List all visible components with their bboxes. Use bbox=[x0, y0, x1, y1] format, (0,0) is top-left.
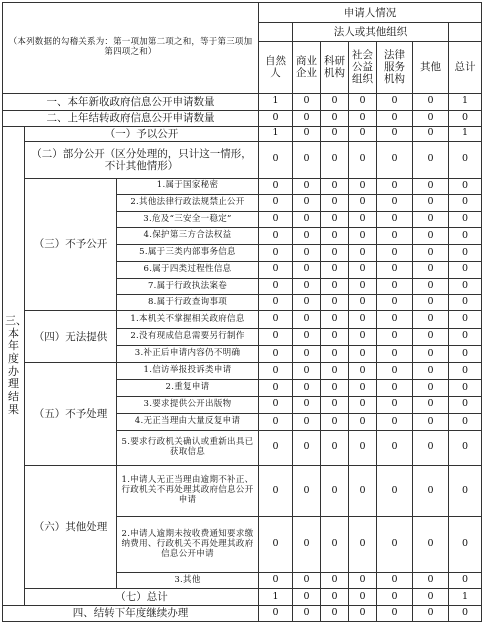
value-cell: 0 bbox=[293, 465, 321, 517]
value-cell: 0 bbox=[349, 278, 377, 294]
value-cell: 0 bbox=[349, 295, 377, 311]
value-cell: 0 bbox=[293, 94, 321, 110]
value-cell: 1 bbox=[259, 126, 293, 141]
value-cell: 0 bbox=[377, 141, 413, 178]
value-cell: 0 bbox=[449, 573, 482, 589]
value-cell: 0 bbox=[349, 141, 377, 178]
value-cell: 0 bbox=[321, 126, 349, 141]
value-cell: 0 bbox=[413, 228, 449, 245]
value-cell: 0 bbox=[449, 141, 482, 178]
application-stats-table bbox=[2, 2, 482, 622]
value-cell: 0 bbox=[349, 396, 377, 413]
value-cell: 0 bbox=[259, 228, 293, 245]
value-cell: 0 bbox=[293, 278, 321, 294]
header-blank bbox=[449, 23, 482, 41]
value-cell: 0 bbox=[321, 228, 349, 245]
value-cell: 0 bbox=[259, 396, 293, 413]
category-label-cat5: （五）不予处理 bbox=[25, 363, 117, 465]
value-cell: 0 bbox=[321, 396, 349, 413]
value-cell: 0 bbox=[293, 605, 321, 621]
value-cell: 0 bbox=[413, 126, 449, 141]
reason-label: 3.危及“三安全一稳定” bbox=[117, 211, 259, 227]
value-cell: 0 bbox=[377, 380, 413, 396]
value-cell: 0 bbox=[377, 211, 413, 227]
value-cell: 0 bbox=[321, 363, 349, 380]
value-cell: 0 bbox=[321, 573, 349, 589]
table-row bbox=[3, 465, 482, 517]
value-cell: 0 bbox=[449, 363, 482, 380]
value-cell: 0 bbox=[293, 413, 321, 430]
value-cell: 0 bbox=[293, 363, 321, 380]
reason-label: 4.无正当理由大量反复申请 bbox=[117, 413, 259, 430]
header-research: 科研机构 bbox=[321, 41, 349, 94]
value-cell: 0 bbox=[349, 261, 377, 278]
value-cell: 0 bbox=[413, 311, 449, 328]
reconciliation-note: （本列数据的勾稽关系为：第一项加第二项之和，等于第三项加第四项之和） bbox=[3, 3, 259, 94]
reason-label: 3.要求提供公开出版物 bbox=[117, 396, 259, 413]
value-cell: 0 bbox=[377, 465, 413, 517]
value-cell: 0 bbox=[413, 396, 449, 413]
value-cell: 0 bbox=[349, 328, 377, 345]
reason-label: 3.补正后申请内容仍不明确 bbox=[117, 345, 259, 362]
value-cell: 0 bbox=[449, 295, 482, 311]
value-cell: 0 bbox=[377, 194, 413, 211]
value-cell: 1 bbox=[449, 94, 482, 110]
value-cell: 0 bbox=[377, 605, 413, 621]
value-cell: 0 bbox=[413, 517, 449, 573]
value-cell: 0 bbox=[321, 605, 349, 621]
value-cell: 0 bbox=[377, 517, 413, 573]
value-cell: 0 bbox=[449, 328, 482, 345]
value-cell: 0 bbox=[349, 311, 377, 328]
value-cell: 0 bbox=[293, 345, 321, 362]
value-cell: 0 bbox=[293, 110, 321, 126]
value-cell: 0 bbox=[349, 605, 377, 621]
value-cell: 0 bbox=[449, 311, 482, 328]
value-cell: 0 bbox=[259, 605, 293, 621]
value-cell: 0 bbox=[413, 261, 449, 278]
value-cell: 0 bbox=[259, 141, 293, 178]
value-cell: 0 bbox=[293, 431, 321, 466]
value-cell: 0 bbox=[293, 589, 321, 605]
value-cell: 0 bbox=[413, 94, 449, 110]
reason-label: 4.保护第三方合法权益 bbox=[117, 228, 259, 245]
value-cell: 0 bbox=[259, 178, 293, 194]
value-cell: 0 bbox=[259, 431, 293, 466]
header-total: 总计 bbox=[449, 41, 482, 94]
value-cell: 0 bbox=[377, 413, 413, 430]
value-cell: 0 bbox=[413, 278, 449, 294]
header-other: 其他 bbox=[413, 41, 449, 94]
value-cell: 0 bbox=[349, 178, 377, 194]
value-cell: 0 bbox=[377, 245, 413, 261]
value-cell: 0 bbox=[377, 345, 413, 362]
value-cell: 0 bbox=[449, 380, 482, 396]
value-cell: 0 bbox=[321, 413, 349, 430]
value-cell: 0 bbox=[293, 396, 321, 413]
value-cell: 0 bbox=[321, 589, 349, 605]
value-cell: 0 bbox=[413, 178, 449, 194]
value-cell: 0 bbox=[293, 211, 321, 227]
value-cell: 0 bbox=[259, 311, 293, 328]
header-applicant: 申请人情况 bbox=[259, 3, 482, 23]
value-cell: 0 bbox=[293, 311, 321, 328]
reason-label: 6.属于四类过程性信息 bbox=[117, 261, 259, 278]
value-cell: 0 bbox=[293, 328, 321, 345]
value-cell: 0 bbox=[349, 345, 377, 362]
table-row bbox=[3, 110, 482, 126]
row-label-disclosed: （一）予以公开 bbox=[25, 126, 259, 141]
value-cell: 0 bbox=[321, 465, 349, 517]
value-cell: 0 bbox=[321, 380, 349, 396]
value-cell: 0 bbox=[449, 278, 482, 294]
value-cell: 0 bbox=[259, 517, 293, 573]
header-blank bbox=[259, 23, 293, 41]
value-cell: 0 bbox=[413, 110, 449, 126]
header-legal-service: 法律服务机构 bbox=[377, 41, 413, 94]
value-cell: 0 bbox=[293, 573, 321, 589]
value-cell: 0 bbox=[259, 261, 293, 278]
table-row bbox=[3, 94, 482, 110]
row-label-new-applications: 一、本年新收政府信息公开申请数量 bbox=[3, 94, 259, 110]
reason-label: 5.要求行政机关确认或重新出具已获取信息 bbox=[117, 431, 259, 466]
value-cell: 0 bbox=[377, 94, 413, 110]
value-cell: 0 bbox=[349, 589, 377, 605]
value-cell: 0 bbox=[413, 245, 449, 261]
value-cell: 0 bbox=[259, 328, 293, 345]
value-cell: 0 bbox=[259, 245, 293, 261]
table-row bbox=[3, 311, 482, 328]
reason-label: 2.其他法律行政法规禁止公开 bbox=[117, 194, 259, 211]
value-cell: 0 bbox=[377, 295, 413, 311]
value-cell: 0 bbox=[349, 245, 377, 261]
section-label-results: 三、本年度办理结果 bbox=[3, 126, 25, 605]
value-cell: 0 bbox=[293, 178, 321, 194]
value-cell: 0 bbox=[377, 573, 413, 589]
value-cell: 0 bbox=[449, 465, 482, 517]
value-cell: 0 bbox=[293, 245, 321, 261]
value-cell: 0 bbox=[413, 431, 449, 466]
value-cell: 0 bbox=[321, 194, 349, 211]
value-cell: 0 bbox=[349, 126, 377, 141]
table-row bbox=[3, 363, 482, 380]
value-cell: 0 bbox=[259, 278, 293, 294]
value-cell: 0 bbox=[449, 431, 482, 466]
value-cell: 0 bbox=[349, 573, 377, 589]
value-cell: 0 bbox=[259, 573, 293, 589]
header-social: 社会公益组织 bbox=[349, 41, 377, 94]
value-cell: 0 bbox=[377, 228, 413, 245]
reason-label: 2.没有现成信息需要另行制作 bbox=[117, 328, 259, 345]
value-cell: 0 bbox=[377, 328, 413, 345]
value-cell: 0 bbox=[413, 413, 449, 430]
value-cell: 0 bbox=[413, 380, 449, 396]
value-cell: 0 bbox=[413, 363, 449, 380]
reason-label: 1.本机关不掌握相关政府信息 bbox=[117, 311, 259, 328]
reason-label: 8.属于行政查询事项 bbox=[117, 295, 259, 311]
value-cell: 0 bbox=[293, 126, 321, 141]
value-cell: 0 bbox=[259, 345, 293, 362]
value-cell: 0 bbox=[349, 194, 377, 211]
value-cell: 0 bbox=[321, 295, 349, 311]
table-row bbox=[3, 605, 482, 621]
value-cell: 0 bbox=[349, 228, 377, 245]
row-label-carry-forward: 四、结转下年度继续办理 bbox=[3, 605, 259, 621]
value-cell: 1 bbox=[259, 94, 293, 110]
category-label-cat3: （三）不予公开 bbox=[25, 178, 117, 311]
value-cell: 0 bbox=[449, 228, 482, 245]
value-cell: 0 bbox=[449, 211, 482, 227]
value-cell: 0 bbox=[449, 396, 482, 413]
value-cell: 0 bbox=[449, 413, 482, 430]
value-cell: 0 bbox=[349, 94, 377, 110]
reason-label: 2.申请人逾期未按收费通知要求缴纳费用、行政机关不再处理其政府信息公开申请 bbox=[117, 517, 259, 573]
value-cell: 0 bbox=[377, 178, 413, 194]
value-cell: 0 bbox=[321, 517, 349, 573]
row-label-subtotal: （七）总计 bbox=[25, 589, 259, 605]
value-cell: 0 bbox=[413, 589, 449, 605]
value-cell: 1 bbox=[259, 589, 293, 605]
value-cell: 0 bbox=[321, 261, 349, 278]
value-cell: 0 bbox=[293, 380, 321, 396]
value-cell: 0 bbox=[321, 141, 349, 178]
reason-label: 3.其他 bbox=[117, 573, 259, 589]
value-cell: 0 bbox=[293, 194, 321, 211]
value-cell: 0 bbox=[259, 465, 293, 517]
value-cell: 0 bbox=[413, 328, 449, 345]
value-cell: 0 bbox=[259, 363, 293, 380]
value-cell: 0 bbox=[377, 396, 413, 413]
table-row bbox=[3, 126, 482, 141]
category-label-cat6: （六）其他处理 bbox=[25, 465, 117, 589]
value-cell: 0 bbox=[321, 328, 349, 345]
value-cell: 0 bbox=[321, 94, 349, 110]
value-cell: 0 bbox=[449, 194, 482, 211]
value-cell: 1 bbox=[449, 126, 482, 141]
value-cell: 0 bbox=[377, 431, 413, 466]
value-cell: 0 bbox=[413, 465, 449, 517]
value-cell: 0 bbox=[259, 194, 293, 211]
reason-label: 1.申请人无正当理由逾期不补正、行政机关不再处理其政府信息公开申请 bbox=[117, 465, 259, 517]
value-cell: 0 bbox=[377, 589, 413, 605]
value-cell: 0 bbox=[259, 295, 293, 311]
value-cell: 0 bbox=[293, 517, 321, 573]
value-cell: 0 bbox=[349, 431, 377, 466]
reason-label: 1.属于国家秘密 bbox=[117, 178, 259, 194]
value-cell: 0 bbox=[449, 245, 482, 261]
value-cell: 0 bbox=[413, 295, 449, 311]
value-cell: 0 bbox=[321, 311, 349, 328]
value-cell: 0 bbox=[377, 126, 413, 141]
value-cell: 0 bbox=[377, 311, 413, 328]
value-cell: 0 bbox=[293, 295, 321, 311]
value-cell: 0 bbox=[377, 278, 413, 294]
value-cell: 0 bbox=[349, 517, 377, 573]
value-cell: 0 bbox=[377, 363, 413, 380]
value-cell: 0 bbox=[321, 178, 349, 194]
row-label-partially-disclosed: （二）部分公开（区分处理的，只计这一情形，不计其他情形） bbox=[25, 141, 259, 178]
table-row bbox=[3, 178, 482, 194]
value-cell: 0 bbox=[349, 363, 377, 380]
value-cell: 0 bbox=[449, 110, 482, 126]
reason-label: 2.重复申请 bbox=[117, 380, 259, 396]
value-cell: 0 bbox=[293, 141, 321, 178]
value-cell: 0 bbox=[259, 380, 293, 396]
value-cell: 0 bbox=[259, 211, 293, 227]
value-cell: 0 bbox=[349, 380, 377, 396]
value-cell: 0 bbox=[449, 345, 482, 362]
value-cell: 0 bbox=[349, 110, 377, 126]
value-cell: 0 bbox=[293, 228, 321, 245]
value-cell: 0 bbox=[449, 605, 482, 621]
value-cell: 0 bbox=[413, 194, 449, 211]
header-commercial: 商业企业 bbox=[293, 41, 321, 94]
reason-label: 7.属于行政执法案卷 bbox=[117, 278, 259, 294]
header-natural: 自然人 bbox=[259, 41, 293, 94]
value-cell: 0 bbox=[349, 211, 377, 227]
value-cell: 0 bbox=[321, 211, 349, 227]
value-cell: 0 bbox=[321, 110, 349, 126]
value-cell: 0 bbox=[321, 245, 349, 261]
value-cell: 0 bbox=[321, 431, 349, 466]
value-cell: 0 bbox=[259, 413, 293, 430]
table-row bbox=[3, 589, 482, 605]
reason-label: 1.信访举报投诉类申请 bbox=[117, 363, 259, 380]
value-cell: 0 bbox=[349, 413, 377, 430]
value-cell: 0 bbox=[321, 278, 349, 294]
value-cell: 0 bbox=[413, 211, 449, 227]
value-cell: 0 bbox=[259, 110, 293, 126]
value-cell: 0 bbox=[449, 261, 482, 278]
value-cell: 0 bbox=[349, 465, 377, 517]
value-cell: 1 bbox=[449, 589, 482, 605]
value-cell: 0 bbox=[413, 605, 449, 621]
value-cell: 0 bbox=[377, 261, 413, 278]
header-legal-org: 法人或其他组织 bbox=[293, 23, 449, 41]
value-cell: 0 bbox=[377, 110, 413, 126]
value-cell: 0 bbox=[293, 261, 321, 278]
value-cell: 0 bbox=[449, 517, 482, 573]
value-cell: 0 bbox=[321, 345, 349, 362]
value-cell: 0 bbox=[413, 141, 449, 178]
row-label-carried-over: 二、上年结转政府信息公开申请数量 bbox=[3, 110, 259, 126]
value-cell: 0 bbox=[413, 573, 449, 589]
table-row bbox=[3, 141, 482, 178]
category-label-cat4: （四）无法提供 bbox=[25, 311, 117, 363]
reason-label: 5.属于三类内部事务信息 bbox=[117, 245, 259, 261]
value-cell: 0 bbox=[449, 178, 482, 194]
value-cell: 0 bbox=[413, 345, 449, 362]
